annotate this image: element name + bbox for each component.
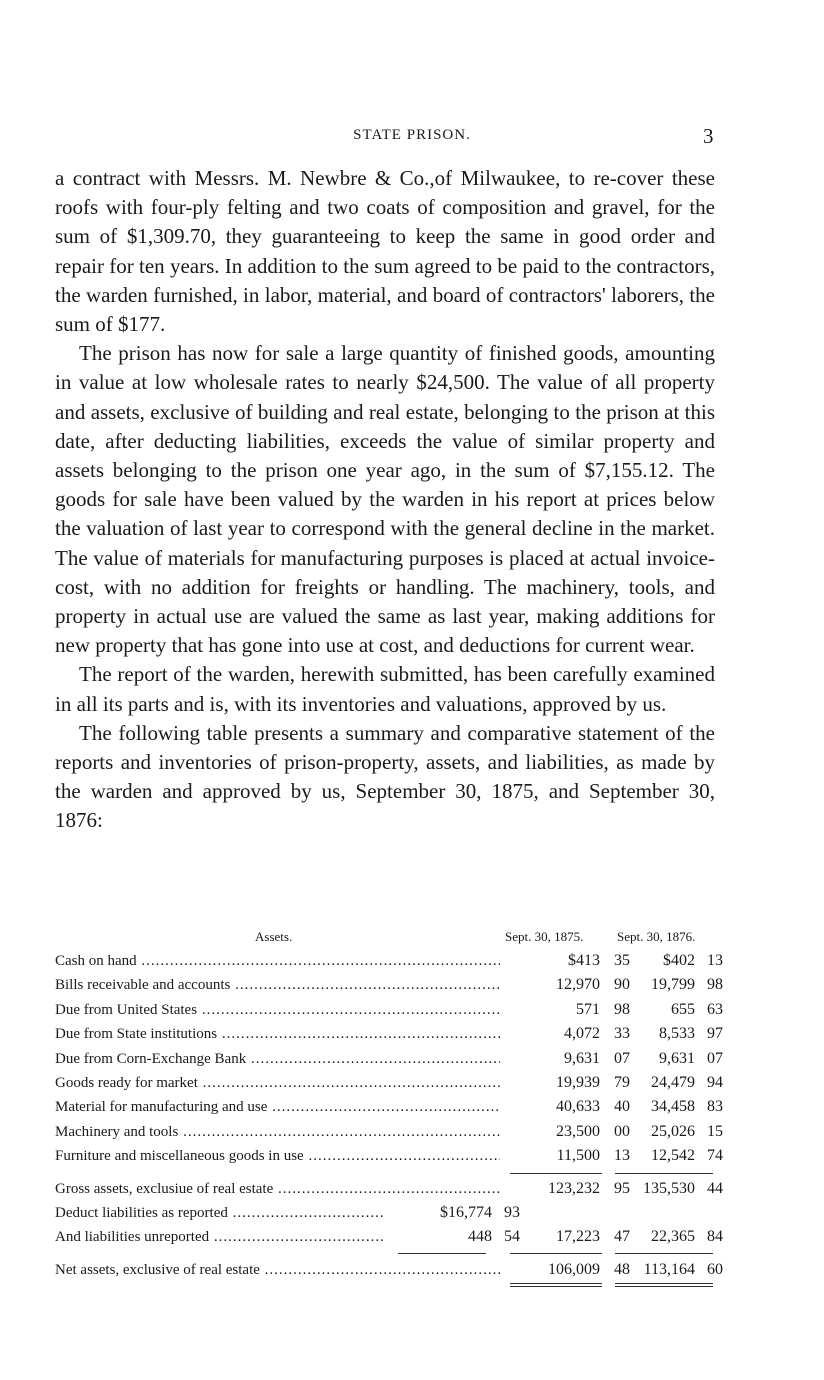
- cents-1876: 83: [707, 1098, 723, 1116]
- cents-1876: 84: [707, 1228, 723, 1246]
- cents-1875: 33: [614, 1025, 630, 1043]
- cents-1875: 48: [614, 1260, 630, 1278]
- cents-1876: 15: [707, 1122, 723, 1140]
- double-rule-1876-bottom: [615, 1286, 713, 1287]
- cents-1876: 98: [707, 976, 723, 994]
- subtotal-rule-1876: [615, 1173, 713, 1174]
- cents-1876: 97: [707, 1025, 723, 1043]
- paragraph: The prison has now for sale a large quantity of finished goods, amounting in value at low wholesale rates to nearly $24,500. The value of all property and assets, exclusive of building and real estate, belonging to the prison at this date, after deducting liabilities, exceeds the value of similar property and assets belonging to the prison one year ago, in the sum of $7,155.12. The goods for sale have been valued by the warden in his report at prices below the valuation of last year to correspond with the general decline in the market. The value of materials for manufacturing purposes is placed at actual invoice-cost, with no addition for freights or handling. The machinery, tools, and property in actual use are valued the same as last year, making additions for new property that has gone into use at cost, and deductions for current wear.: [55, 341, 715, 658]
- paragraph: The following table presents a summary and comparative statement of the reports and inventories of prison-property, assets, and liabilities, as made by the warden and approved by us, September 30, 1875, and September 30, 1876:: [55, 720, 715, 833]
- table-row: [55, 1144, 723, 1168]
- value-1875: 40,633: [556, 1098, 600, 1116]
- deduct-liabilities-row: [55, 1201, 720, 1225]
- value-1876: 12,542: [651, 1147, 695, 1165]
- total-rule-row: [55, 1250, 720, 1258]
- cents-1876: 13: [707, 952, 723, 969]
- table-row: [55, 1047, 723, 1071]
- row-label: Machinery and tools .....: [55, 1120, 500, 1144]
- row-label: Furniture and miscellaneous goods in use .....: [55, 1144, 500, 1168]
- gross-assets-row: [55, 1177, 723, 1201]
- value-1876: 34,458: [651, 1098, 695, 1116]
- liabilities-cents: 93: [504, 1203, 520, 1221]
- table-header: [55, 927, 720, 949]
- subtotal-rule-row: [55, 1169, 720, 1177]
- value-1875: 106,009: [548, 1260, 600, 1278]
- value-1875: 4,072: [564, 1025, 600, 1043]
- table-row: [55, 1022, 723, 1046]
- value-1876: $402: [663, 952, 695, 969]
- cents-1875: 90: [614, 976, 630, 994]
- table-row: [55, 1071, 723, 1095]
- value-1875: 123,232: [548, 1179, 600, 1197]
- value-1875: 12,970: [556, 976, 600, 994]
- table-row: [55, 1120, 723, 1144]
- cents-1876: 44: [707, 1179, 723, 1197]
- value-1876: 113,164: [643, 1260, 695, 1278]
- cents-1875: 95: [614, 1179, 630, 1197]
- cents-1876: 60: [707, 1260, 723, 1278]
- cents-1876: 63: [707, 1000, 723, 1018]
- cents-1875: 40: [614, 1098, 630, 1116]
- liabilities-value: $16,774: [440, 1203, 492, 1221]
- assets-heading: Assets.: [255, 929, 293, 944]
- value-1876: 19,799: [651, 976, 695, 994]
- value-1875: 23,500: [556, 1122, 600, 1140]
- table-row: [55, 973, 723, 997]
- row-label: Due from United States .....: [55, 998, 500, 1022]
- value-1875: $413: [568, 952, 600, 969]
- row-label: Due from Corn-Exchange Bank .....: [55, 1047, 500, 1071]
- assets-table: [55, 927, 723, 1292]
- value-1875: 11,500: [556, 1147, 600, 1165]
- liabilities-cents: 54: [504, 1228, 520, 1246]
- row-label: Cash on hand .....: [55, 949, 500, 973]
- row-label: Material for manufacturing and use .....: [55, 1095, 500, 1119]
- body-text: [55, 164, 715, 836]
- column-heading-1876: Sept. 30, 1876.: [617, 929, 696, 944]
- value-1875: 17,223: [556, 1228, 600, 1246]
- liabilities-value: 448: [468, 1228, 492, 1246]
- paragraph: The report of the warden, herewith submitted, has been carefully examined in all its parts and is, with its inventories and valuations, approved by us.: [55, 662, 715, 716]
- row-label: Net assets, exclusive of real estate .....: [55, 1258, 500, 1282]
- row-label: Goods ready for market .....: [55, 1071, 500, 1095]
- row-label: Bills receivable and accounts .....: [55, 973, 500, 997]
- cents-1875: 35: [614, 952, 630, 969]
- table-row: [55, 998, 723, 1022]
- unreported-liabilities-row: [55, 1225, 723, 1249]
- cents-1875: 79: [614, 1073, 630, 1091]
- value-1875: 9,631: [564, 1049, 600, 1067]
- liabilities-rule: [398, 1253, 486, 1254]
- cents-1875: 98: [614, 1000, 630, 1018]
- value-1876: 22,365: [651, 1228, 695, 1246]
- cents-1876: 94: [707, 1073, 723, 1091]
- subtotal-rule-1875: [510, 1173, 602, 1174]
- page-number: 3: [703, 124, 714, 148]
- value-1876: 9,631: [659, 1049, 695, 1067]
- cents-1875: 47: [614, 1228, 630, 1246]
- double-rule-1876-top: [615, 1283, 713, 1284]
- value-1876: 8,533: [659, 1025, 695, 1043]
- cents-1875: 13: [614, 1147, 630, 1165]
- cents-1875: 07: [614, 1049, 630, 1067]
- value-1876: 655: [671, 1000, 695, 1018]
- table-row: [55, 1095, 723, 1119]
- total-rule-1876: [615, 1253, 713, 1254]
- double-rule-row: [55, 1282, 720, 1292]
- double-rule-1875-top: [510, 1283, 602, 1284]
- net-assets-row: [55, 1258, 723, 1282]
- paragraph: a contract with Messrs. M. Newbre & Co.,of Milwaukee, to re-cover these roofs with four-ply felting and two coats of composition and gravel, for the sum of $1,309.70, they guaranteeing to keep the same in good order and repair for ten years. In addition to the sum agreed to be paid to the contractors, the warden furnished, in labor, material, and board of contractors' laborers, the sum of $177.: [55, 166, 715, 337]
- table-row: [55, 949, 723, 973]
- total-rule-1875: [510, 1253, 602, 1254]
- cents-1876: 07: [707, 1049, 723, 1067]
- value-1876: 135,530: [643, 1179, 695, 1197]
- column-heading-1875: Sept. 30, 1875.: [505, 929, 584, 944]
- value-1875: 571: [576, 1000, 600, 1018]
- cents-1876: 74: [707, 1147, 723, 1165]
- value-1876: 25,026: [651, 1122, 695, 1140]
- row-label: Deduct liabilities as reported .....: [55, 1201, 385, 1225]
- value-1876: 24,479: [651, 1073, 695, 1091]
- cents-1875: 00: [614, 1122, 630, 1140]
- value-1875: 19,939: [556, 1073, 600, 1091]
- row-label: Gross assets, exclusiue of real estate .....: [55, 1177, 500, 1201]
- running-title: STATE PRISON.: [353, 127, 471, 143]
- row-label: Due from State institutions .....: [55, 1022, 500, 1046]
- double-rule-1875-bottom: [510, 1286, 602, 1287]
- row-label: And liabilities unreported .....: [55, 1225, 385, 1249]
